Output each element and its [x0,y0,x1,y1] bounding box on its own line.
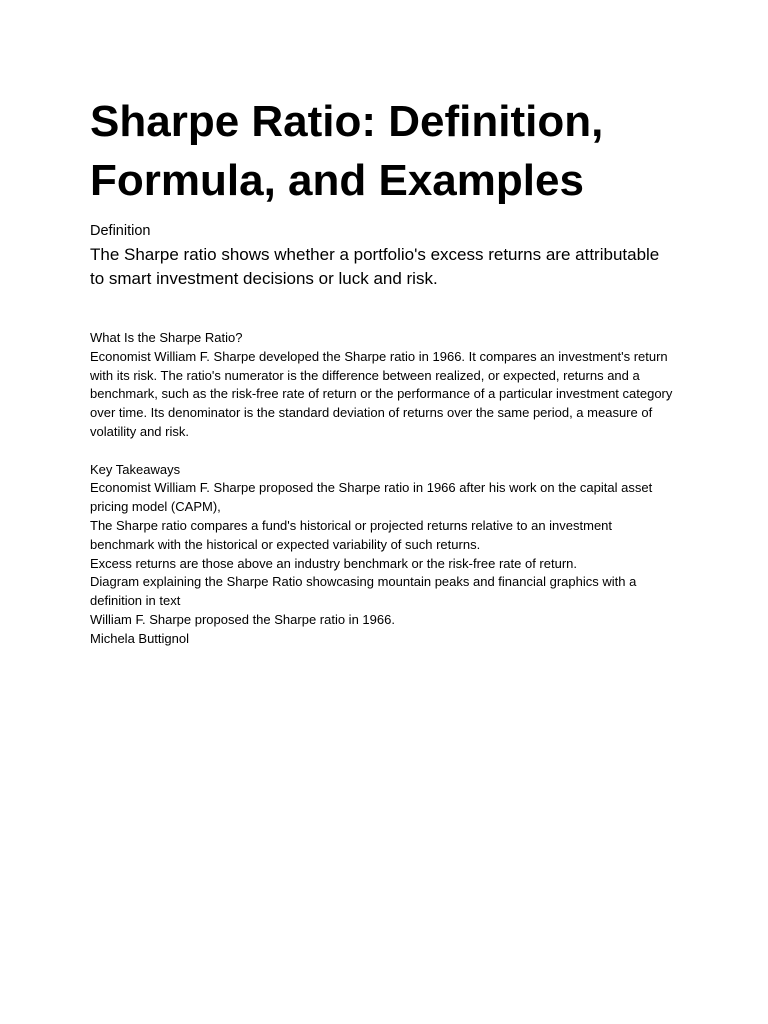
page-title: Sharpe Ratio: Definition, Formula, and Examples [90,97,604,205]
definition-text: The Sharpe ratio shows whether a portfolio's excess returns are attributable to smart investment decisions or luck and risk. [90,245,660,288]
what-is-section [90,329,678,442]
key-takeaways-heading: Key Takeaways [90,461,181,477]
image-credit: Michela Buttignol [90,630,189,646]
what-is-heading: What Is the Sharpe Ratio? [90,330,243,345]
key-takeaway-item: Excess returns are those above an industry benchmark or the risk-free rate of return. [90,555,578,571]
key-takeaway-item: William F. Sharpe proposed the Sharpe ratio in 1966. [90,611,395,627]
image-caption: Diagram explaining the Sharpe Ratio showcasing mountain peaks and financial graphics with a definition in text [90,574,637,609]
key-takeaways-section [90,461,678,649]
what-is-body: Economist William F. Sharpe developed the Sharpe ratio in 1966. It compares an investment's return with its risk. The ratio's numerator is the difference between realized, or expected, returns and a benchmark, such as the risk-free rate of return or the performance of a particular investment category over time. Its denominator is the standard deviation of returns over the same period, a measure of volatility and risk. [90,348,673,439]
key-takeaway-item: Economist William F. Sharpe proposed the Sharpe ratio in 1966 after his work on the capital asset pricing model (CAPM), [90,480,653,515]
definition-label: Definition [90,223,151,239]
key-takeaway-item: The Sharpe ratio compares a fund's historical or projected returns relative to an investment benchmark with the historical or expected variability of such returns. [90,517,613,552]
